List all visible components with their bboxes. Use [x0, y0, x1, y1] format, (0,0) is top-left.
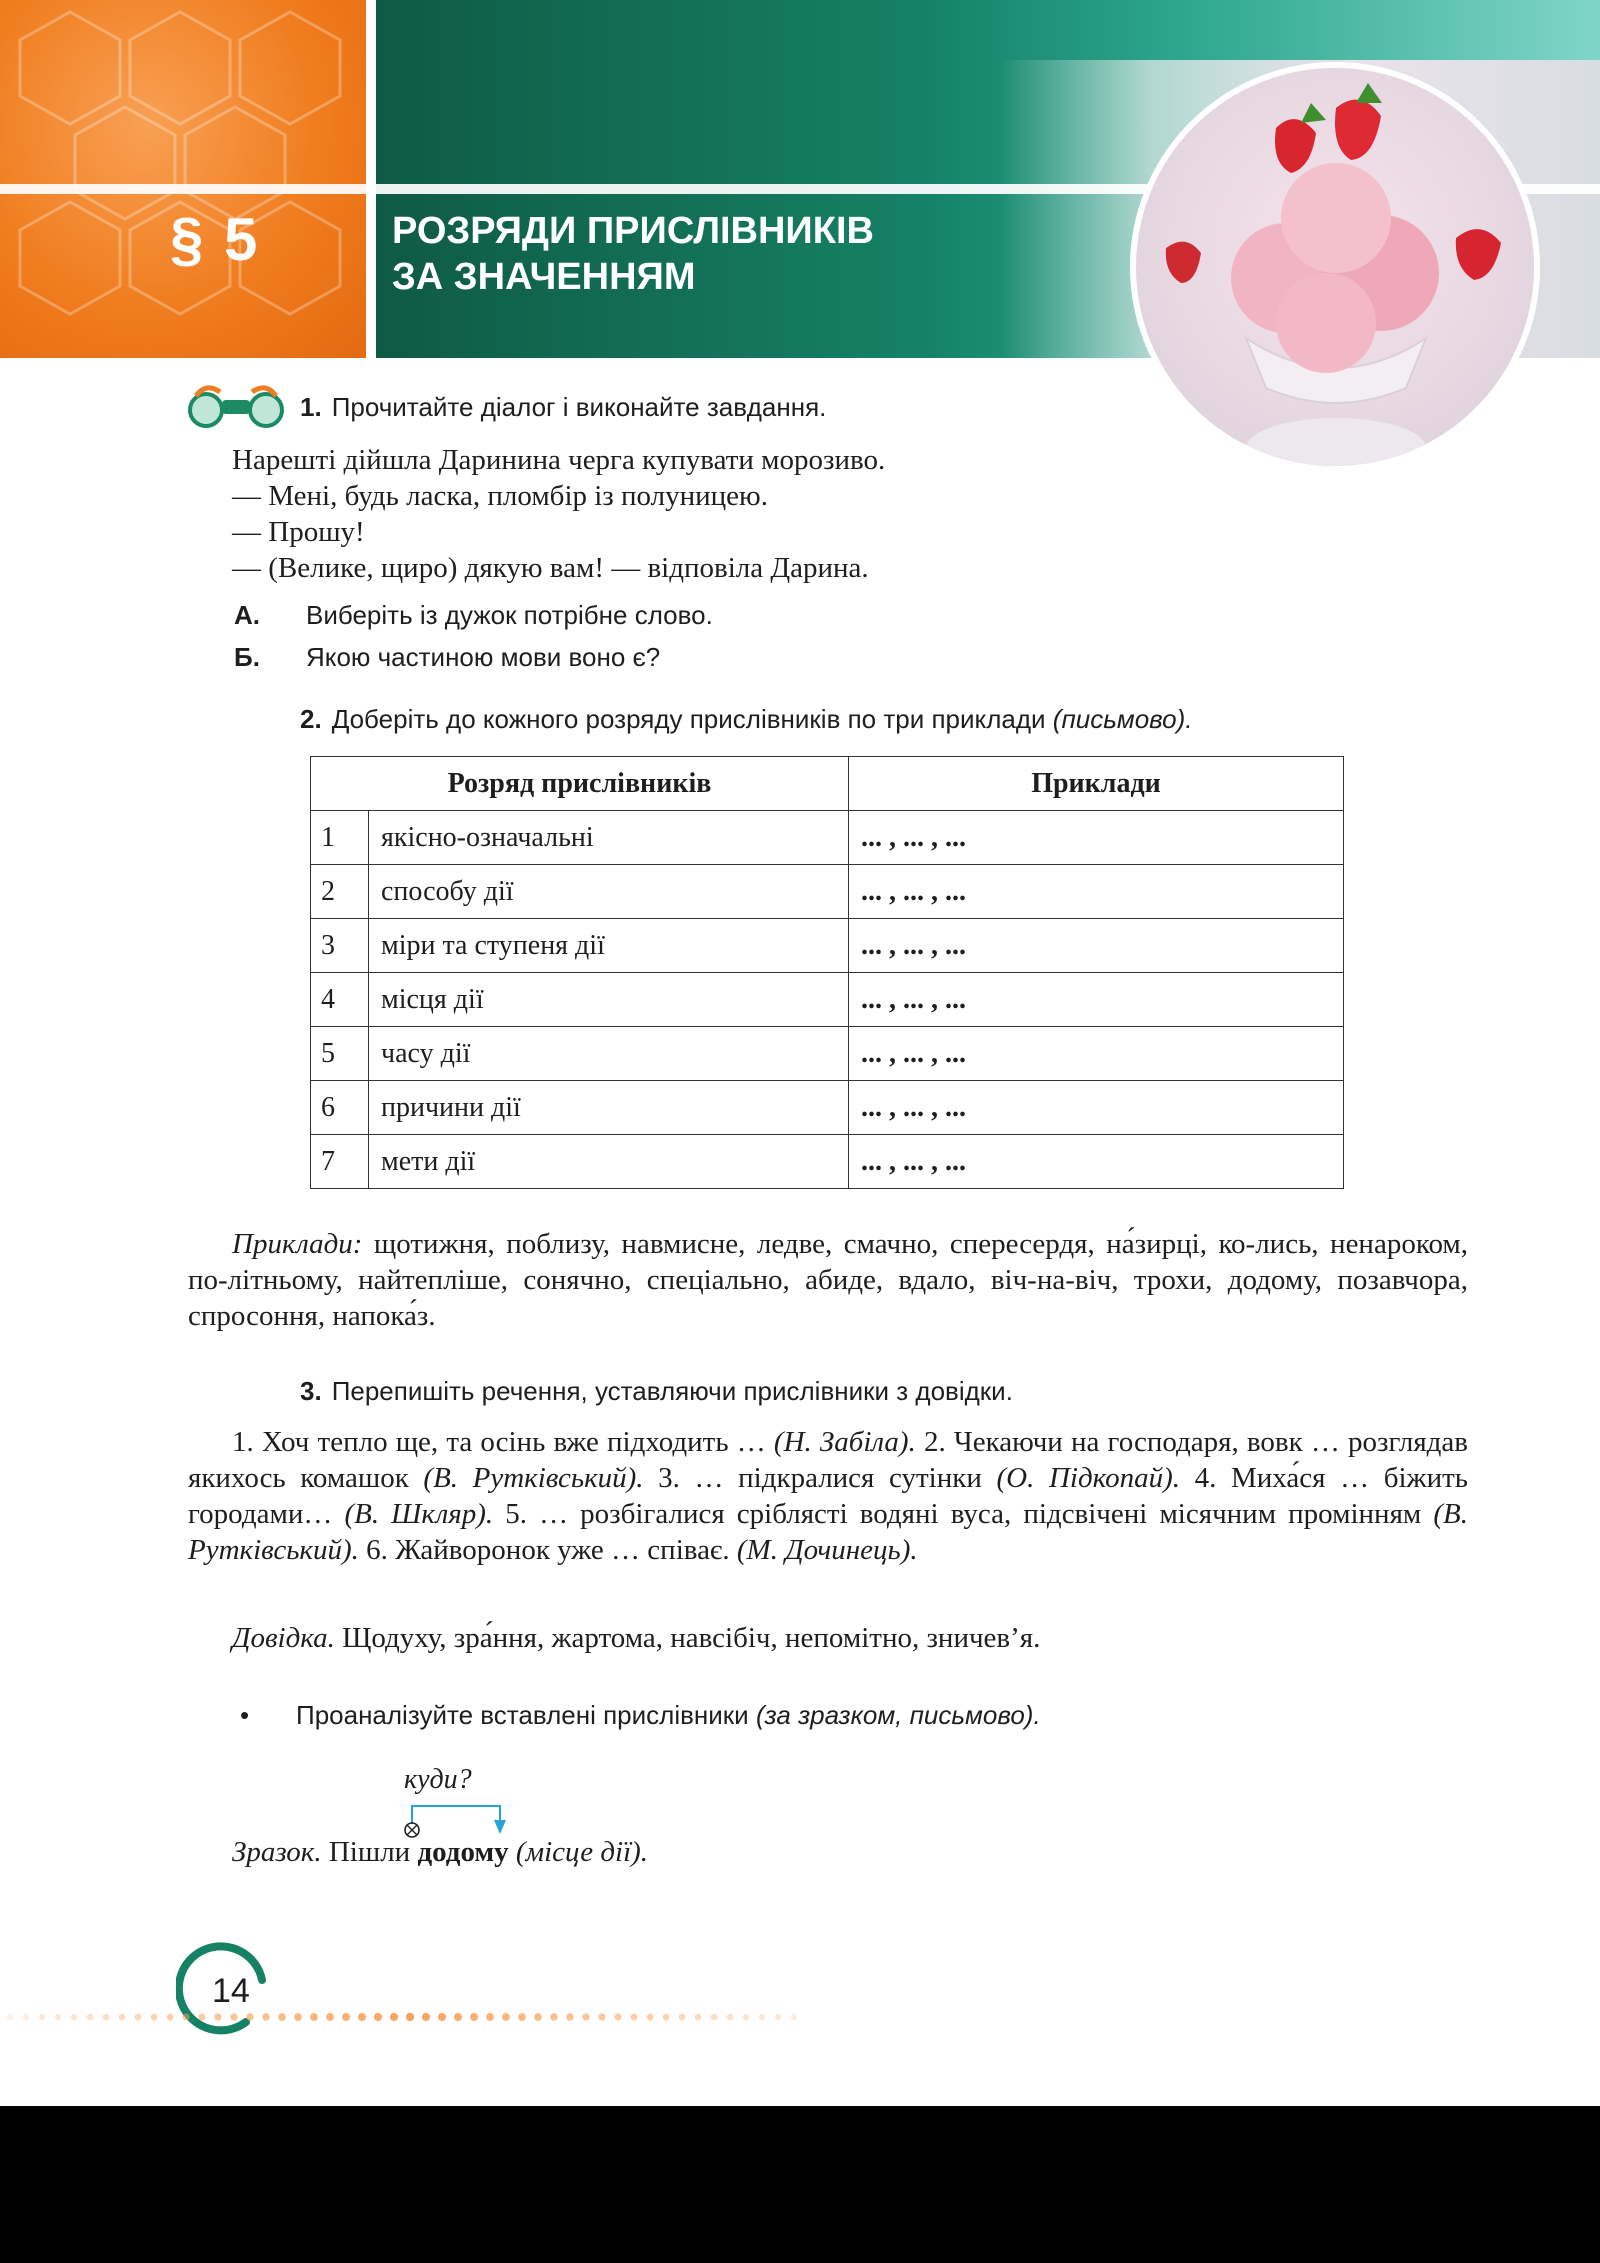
task-3-instruction: Перепишіть речення, уставляючи прислівники з довідки.	[331, 1376, 1013, 1406]
dot	[182, 2013, 189, 2020]
ice-cream-illustration	[1136, 68, 1536, 468]
table-row	[311, 973, 1344, 1027]
dot	[374, 2013, 382, 2021]
task-2-number: 2.	[300, 704, 322, 734]
row-number: 1	[311, 811, 369, 865]
dialog-line: — Прошу!	[232, 516, 365, 548]
row-category: часу дії	[369, 1027, 849, 1081]
question-b	[234, 642, 660, 673]
table-row	[311, 1027, 1344, 1081]
dot	[71, 2014, 77, 2020]
row-category: якісно-означальні	[369, 811, 849, 865]
section-title-line-2: ЗА ЗНАЧЕННЯМ	[392, 256, 696, 298]
dot	[422, 2013, 430, 2021]
dot	[743, 2014, 749, 2020]
bullet-note: (за зразком, письмово).	[755, 1700, 1041, 1730]
dot	[135, 2014, 142, 2021]
dot	[518, 2013, 526, 2021]
dot	[167, 2014, 174, 2021]
analysis-bullet	[240, 1700, 1041, 1731]
table-header-examples: Приклади	[849, 757, 1344, 811]
header-orange-block	[0, 0, 366, 358]
row-number: 4	[311, 973, 369, 1027]
row-number: 6	[311, 1081, 369, 1135]
sentence-text: 6. Жайворонок уже … співає.	[358, 1534, 737, 1566]
task-1-number: 1.	[300, 392, 322, 422]
dot	[151, 2014, 158, 2021]
dot	[230, 2013, 237, 2020]
sentence-author: (В. Рутківський).	[423, 1462, 644, 1494]
row-category: способу дії	[369, 865, 849, 919]
row-examples: ... , ... , ...	[849, 1027, 1344, 1081]
dot	[294, 2013, 302, 2021]
row-number: 5	[311, 1027, 369, 1081]
dot	[470, 2013, 478, 2021]
binoculars-icon	[184, 378, 288, 430]
dot	[55, 2014, 61, 2020]
dot	[727, 2014, 734, 2021]
bullet-instruction: Проаналізуйте вставлені прислівники	[296, 1700, 749, 1730]
dot	[582, 2013, 589, 2020]
table-header-row	[311, 757, 1344, 811]
dotted-line	[0, 2010, 820, 2024]
task-3-heading	[300, 1376, 1013, 1407]
table-row	[311, 811, 1344, 865]
sentence-text: 4. Миха́ся … біжить городами…	[188, 1462, 1468, 1530]
row-number: 2	[311, 865, 369, 919]
table-row	[311, 1081, 1344, 1135]
dot	[390, 2013, 398, 2021]
sentence-author: (Н. Забіла).	[773, 1426, 916, 1458]
dot	[695, 2014, 702, 2021]
dot	[87, 2014, 94, 2021]
dot	[679, 2014, 686, 2021]
table-header-category: Розряд прислівників	[311, 757, 849, 811]
dot	[39, 2014, 45, 2020]
task-2-instruction: Доберіть до кожного розряду прислівників по три приклади	[331, 704, 1046, 734]
dot	[246, 2013, 253, 2020]
question-a	[234, 600, 713, 631]
dot	[310, 2013, 318, 2021]
sentence-text: 3. … підкралися сутінки	[643, 1462, 997, 1494]
dot	[7, 2014, 13, 2020]
row-examples: ... , ... , ...	[849, 973, 1344, 1027]
row-examples: ... , ... , ...	[849, 919, 1344, 973]
dot	[262, 2013, 270, 2021]
section-title-line-1: РОЗРЯДИ ПРИСЛІВНИКІВ	[392, 210, 874, 252]
reference-label: Довідка.	[232, 1622, 335, 1654]
examples-text: щотижня, поблизу, навмисне, ледве, смачно, спересердя, на́зирці, ко-лись, ненароком, по-літньому, найтепліше, сонячно, спеціально, абиде, вдало, віч-на-віч, трохи, додому, позавчора, спросоння, напока́з.	[188, 1228, 1468, 1332]
question-a-letter: А.	[234, 600, 260, 630]
task-2-note: (письмово).	[1052, 704, 1193, 734]
task-3-sentences	[188, 1424, 1468, 1568]
task-3-number: 3.	[300, 1376, 322, 1406]
dot	[198, 2013, 205, 2020]
row-examples: ... , ... , ...	[849, 811, 1344, 865]
sentence-text: 2. Чекаючи на господаря, вовк … розглядав якихось комашок	[188, 1426, 1468, 1494]
header-divider	[366, 0, 376, 358]
row-category: місця дії	[369, 973, 849, 1027]
row-examples: ... , ... , ...	[849, 865, 1344, 919]
dot	[775, 2014, 781, 2020]
sentence-text: 1. Хоч тепло ще, та осінь вже підходить …	[232, 1426, 774, 1458]
dot	[791, 2014, 797, 2020]
question-b-text: Якою частиною мови воно є?	[306, 642, 661, 672]
dot	[711, 2014, 718, 2021]
dot	[454, 2013, 462, 2021]
task-1-instruction: Прочитайте діалог і виконайте завдання.	[331, 392, 827, 422]
sentence-author: (В. Шкляр).	[344, 1498, 494, 1530]
table-row	[311, 865, 1344, 919]
question-a-text: Виберіть із дужок потрібне слово.	[306, 600, 713, 630]
reference-text: Щодуху, зра́ння, жартома, навсібіч, непомітно, зничев’я.	[342, 1622, 1041, 1654]
bullet-icon: •	[240, 1700, 250, 1730]
row-number: 7	[311, 1135, 369, 1189]
dot	[342, 2013, 350, 2021]
table-row	[311, 1135, 1344, 1189]
sample-adverb: додому	[417, 1836, 509, 1868]
dialog-line: — Мені, будь ласка, пломбір із полуницею.	[232, 480, 768, 512]
dot	[566, 2013, 573, 2020]
row-category: мети дії	[369, 1135, 849, 1189]
dot	[598, 2013, 605, 2020]
row-category: причини дії	[369, 1081, 849, 1135]
dot	[663, 2014, 670, 2021]
task-1-dialog	[232, 442, 885, 586]
dialog-line: Нарешті дійшла Даринина черга купувати морозиво.	[232, 444, 886, 476]
reference-note	[232, 1620, 1040, 1656]
page-number: 14	[212, 1972, 250, 2010]
section-title	[392, 208, 874, 300]
dot	[550, 2013, 558, 2021]
hexagon-pattern	[0, 0, 366, 358]
dot	[759, 2014, 765, 2020]
examples-label: Приклади:	[232, 1228, 363, 1260]
row-number: 3	[311, 919, 369, 973]
dot	[534, 2013, 542, 2021]
dot	[614, 2013, 621, 2020]
sample-sentence	[232, 1834, 648, 1870]
table-row	[311, 919, 1344, 973]
sentence-author: (М. Дочинець).	[736, 1534, 918, 1566]
dot	[214, 2013, 221, 2020]
dot	[647, 2014, 654, 2021]
ice-cream-photo	[1130, 62, 1540, 472]
dot	[630, 2013, 637, 2020]
dot	[103, 2014, 110, 2021]
sentence-author: (В. Рутківський).	[188, 1498, 1468, 1566]
dot	[358, 2013, 366, 2021]
dot	[326, 2013, 334, 2021]
question-b-letter: Б.	[234, 642, 260, 672]
dot	[406, 2013, 414, 2021]
dot	[438, 2013, 446, 2021]
dialog-line: — (Велике, щиро) дякую вам! — відповіла Дарина.	[232, 552, 869, 584]
sentence-author: (О. Підкопай).	[996, 1462, 1180, 1494]
task-2-heading	[300, 704, 1193, 735]
section-number: § 5	[170, 206, 260, 273]
sample-question: куди?	[404, 1764, 472, 1795]
sample-note: (місце дії).	[515, 1836, 649, 1868]
sentence-text: 5. … розбігалися сріблясті водяні вуса, підсвічені місячним промінням	[493, 1498, 1434, 1530]
sample-verb: Пішли	[328, 1836, 411, 1868]
adverb-categories-table	[310, 756, 1344, 1189]
task-2-examples	[188, 1226, 1468, 1334]
sample-label: Зразок.	[232, 1836, 322, 1868]
dot	[278, 2013, 286, 2021]
dot	[486, 2013, 494, 2021]
dot	[23, 2014, 29, 2020]
task-1-heading	[300, 392, 826, 423]
dot	[502, 2013, 510, 2021]
row-examples: ... , ... , ...	[849, 1135, 1344, 1189]
row-examples: ... , ... , ...	[849, 1081, 1344, 1135]
dot	[119, 2014, 126, 2021]
row-category: міри та ступеня дії	[369, 919, 849, 973]
